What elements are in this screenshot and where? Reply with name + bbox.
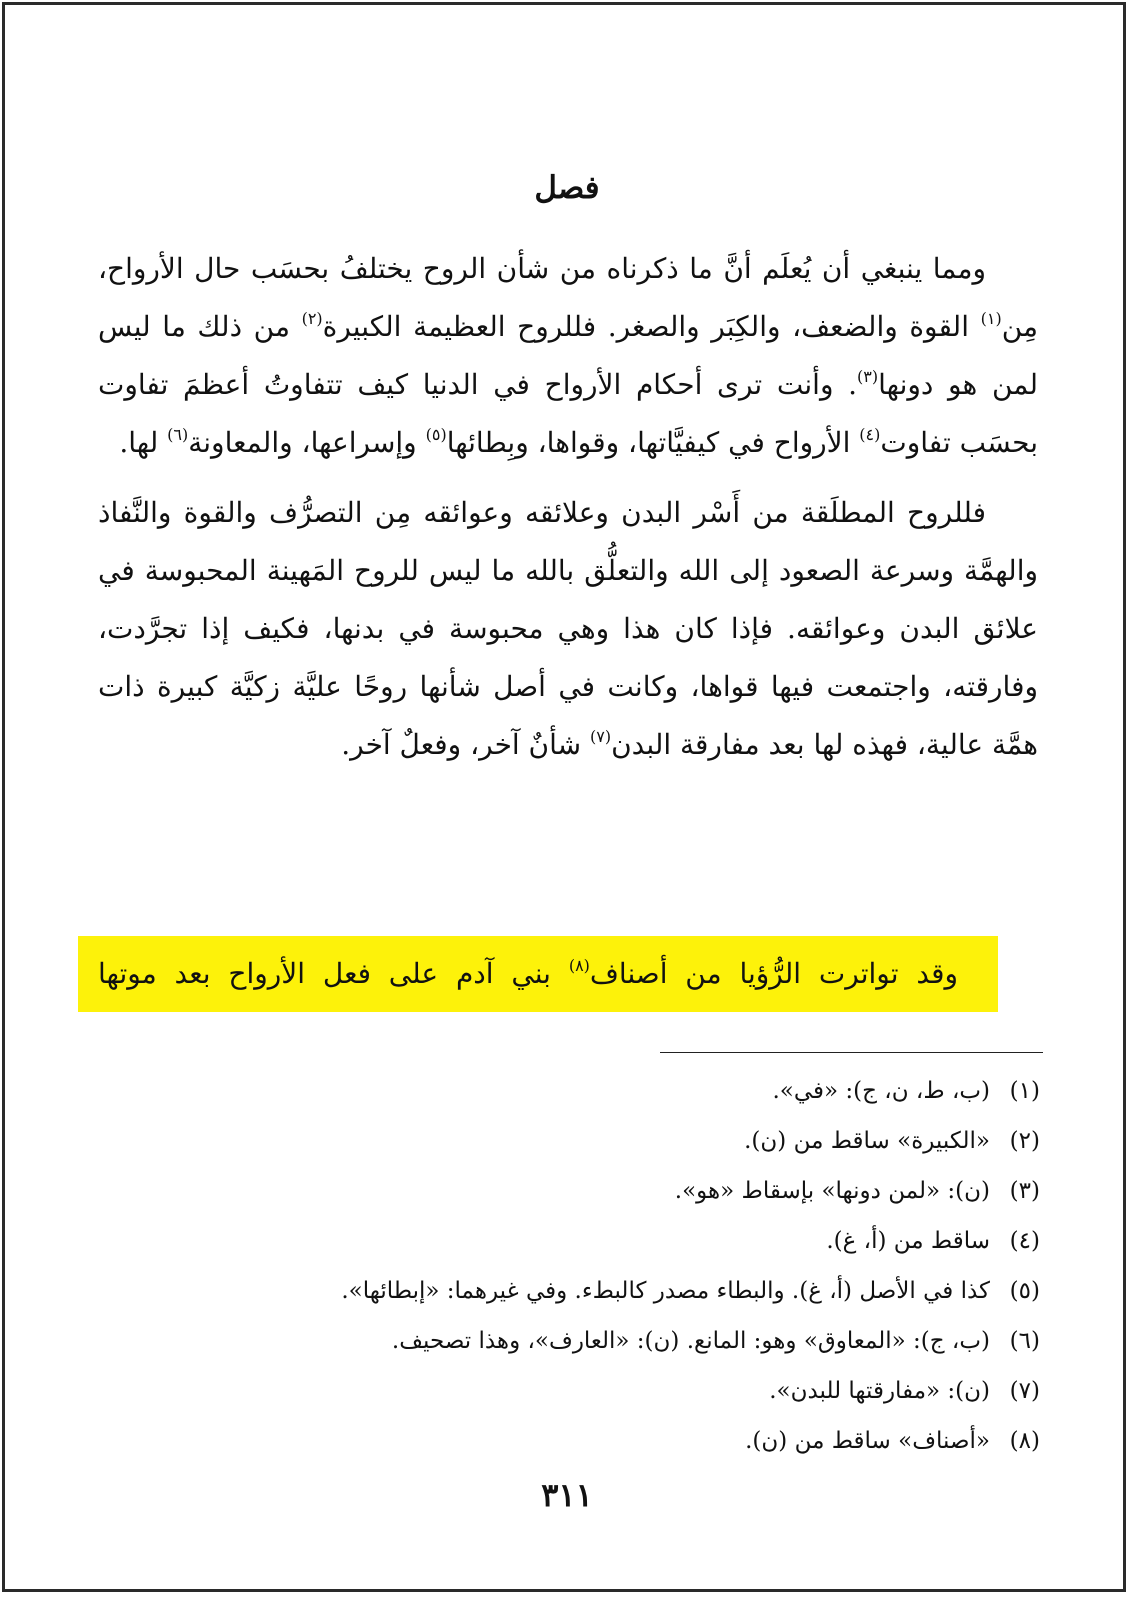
footnote-number: (٧) [1009, 1378, 1040, 1404]
paragraph-text: شأنٌ آخر، وفعلٌ آخر. [341, 728, 591, 761]
footnote-ref: (١) [980, 309, 1002, 328]
footnote-number: (١) [1009, 1078, 1040, 1104]
paragraph-text: فللروح المطلَقة من أَسْر البدن وعلائقه وعوائقه مِن التصرُّف والقوة والنَّفاذ والهمَّة وسرعة الصعود إلى الله والتعلُّق بالله ما ليس للروح المَهينة المحبوسة في علائق البدن وعوائقه. فإذا كان هذا وهي محبوسة في بدنها، فكيف إذا تجرَّدت، وفارقته، واجتمعت فيها قواها، وكانت في أصل شأنها روحًا عليَّة زكيَّة كبيرة ذات همَّة عالية، فهذه لها بعد مفارقة البدن [98, 496, 1038, 761]
footnote-ref: (٣) [857, 367, 879, 386]
footnote-ref: (٧) [590, 727, 612, 746]
paragraph-text: من ذلك ما ليس لمن هو دونها [98, 310, 1038, 401]
footnote-ref: (٥) [425, 425, 447, 444]
footnote-item [100, 1166, 1040, 1216]
footnote-item [100, 1066, 1040, 1116]
footnotes-list [100, 1066, 1040, 1466]
footnote-divider [660, 1052, 1043, 1053]
section-title: فصل [534, 170, 600, 206]
paragraph-text: القوة والضعف، والكِبَر والصغر. فللروح العظيمة الكبيرة [322, 310, 981, 343]
footnote-item [100, 1316, 1040, 1366]
footnote-ref: (٨) [568, 956, 590, 975]
footnote-ref: (٤) [859, 425, 881, 444]
footnote-number: (٥) [1009, 1278, 1040, 1304]
paragraph-text: وإسراعها، والمعاونة [188, 426, 426, 459]
footnote-text: (ب، ج): «المعاوق» وهو: المانع. (ن): «العارف»، وهذا تصحيف. [391, 1328, 990, 1354]
footnote-text: (ن): «مفارقتها للبدن». [769, 1378, 990, 1404]
footnote-item [100, 1116, 1040, 1166]
footnote-number: (٣) [1009, 1178, 1040, 1204]
paragraph-text: ومما ينبغي أن يُعلَم أنَّ ما ذكرناه من شأن الروح يختلفُ بحسَب حال الأرواح، مِن [98, 252, 1038, 343]
footnote-number: (٤) [1009, 1228, 1040, 1254]
paragraph-2 [98, 484, 1038, 774]
footnote-number: (٦) [1009, 1328, 1040, 1354]
highlight-text-end: بني آدم على فعل الأرواح بعد موتها [98, 957, 569, 990]
paragraph-text: لها. [119, 426, 168, 459]
footnote-item [100, 1266, 1040, 1316]
footnote-text: «الكبيرة» ساقط من (ن). [744, 1128, 990, 1154]
footnote-item [100, 1366, 1040, 1416]
footnote-number: (٢) [1009, 1128, 1040, 1154]
footnote-text: «أصناف» ساقط من (ن). [745, 1428, 990, 1454]
page-number: ٣١١ [541, 1476, 593, 1514]
footnote-ref: (٢) [301, 309, 323, 328]
body-text [98, 240, 1038, 774]
footnote-number: (٨) [1009, 1428, 1040, 1454]
footnote-text: كذا في الأصل (أ، غ). والبطاء مصدر كالبطء. وفي غيرهما: «إبطائها». [341, 1278, 990, 1304]
paragraph-1 [98, 240, 1038, 472]
footnote-text: (ن): «لمن دونها» بإسقاط «هو». [674, 1178, 990, 1204]
highlight-text-start: وقد تواترت الرُّؤيا من أصناف [589, 957, 958, 990]
footnote-text: (ب، ط، ن، ج): «في». [772, 1078, 990, 1104]
footnote-ref: (٦) [167, 425, 189, 444]
highlighted-line [78, 936, 998, 1012]
paragraph-text: الأرواح في كيفيَّاتها، وقواها، وبِطائها [446, 426, 860, 459]
footnote-item [100, 1216, 1040, 1266]
footnote-item [100, 1416, 1040, 1466]
paragraph-text: . وأنت ترى أحكام الأرواح في الدنيا كيف تتفاوتُ أعظمَ تفاوت بحسَب تفاوت [98, 368, 1038, 459]
footnote-text: ساقط من (أ، غ). [826, 1228, 990, 1254]
